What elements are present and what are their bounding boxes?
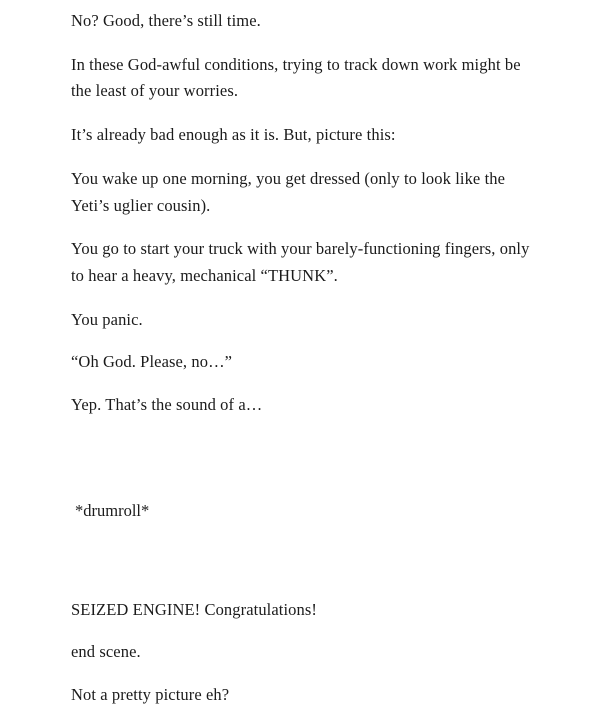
drumroll-line: *drumroll* [75, 500, 150, 520]
paragraph-1: No? Good, there’s still time. [71, 11, 261, 30]
paragraph-3: It’s already bad enough as it is. But, picture this: [71, 125, 396, 145]
vertical-spacer-top [71, 435, 542, 498]
paragraph-8: Yep. That’s the sound of a… [71, 395, 263, 415]
vertical-spacer-bottom [71, 525, 542, 597]
paragraph-5: You go to start your truck with your barely-functioning fingers, only to hear a heavy, mechanical “THUNK”. [71, 239, 530, 286]
paragraph-6: You panic. [71, 309, 143, 329]
paragraph-11: Not a pretty picture eh? [71, 685, 230, 705]
paragraph-9: SEIZED ENGINE! Congratulations! [71, 599, 317, 619]
paragraph-4: You wake up one morning, you get dressed (only to look like the Yeti’s uglier cousin). [71, 168, 506, 215]
paragraph-2: In these God-awful conditions, trying to track down work might be the least of your worries. [71, 54, 521, 101]
paragraph-7: “Oh God. Please, no…” [71, 352, 233, 372]
paragraph-10: end scene. [71, 642, 141, 662]
